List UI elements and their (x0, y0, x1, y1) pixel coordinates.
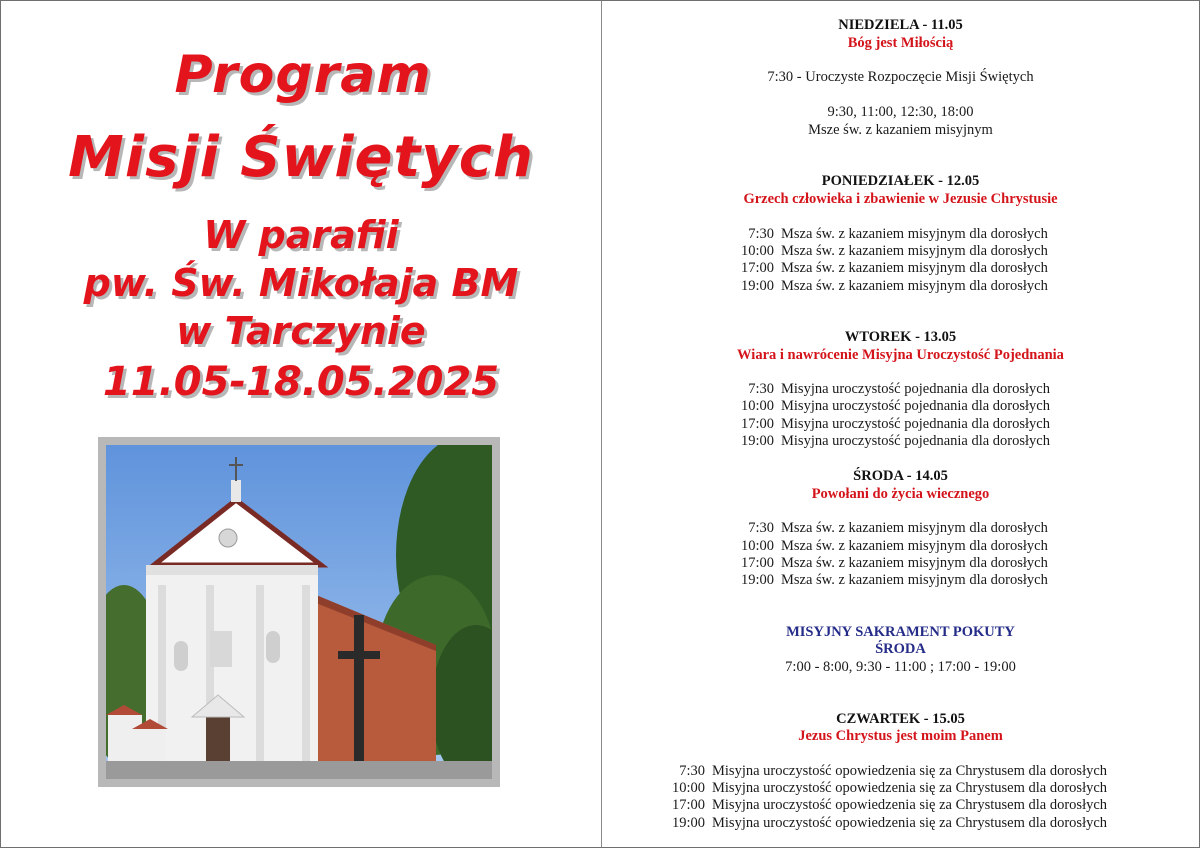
tuesday-item (737, 398, 1050, 415)
sunday-day-heading: NIEDZIELA - 11.05 (838, 17, 963, 33)
thursday-theme: Jezus Chrystus jest moim Panem (798, 728, 1003, 744)
item-text: Misyjna uroczystość opowiedzenia się za Chrystusem dla dorosłych (712, 763, 1108, 779)
item-text: Msza św. z kazaniem misyjnym dla dorosłych (781, 226, 1048, 242)
item-text: Msza św. z kazaniem misyjnym dla dorosłych (781, 520, 1048, 536)
church-photo (106, 445, 492, 779)
item-time: 17:00 (740, 555, 774, 571)
item-text: Msza św. z kazaniem misyjnym dla dorosłych (781, 572, 1048, 588)
cover-panel (1, 1, 601, 847)
thursday-item (668, 815, 1107, 832)
confession-hours: 7:00 - 8:00, 9:30 - 11:00 ; 17:00 - 19:00 (785, 659, 1016, 675)
cover-dates: 11.05-18.05.2025 (102, 359, 500, 405)
item-text: Msza św. z kazaniem misyjnym dla dorosłych (781, 538, 1048, 554)
thursday-item (668, 780, 1107, 797)
wednesday-day-heading: ŚRODA - 14.05 (853, 468, 948, 484)
item-text: Msza św. z kazaniem misyjnym dla dorosłych (781, 555, 1048, 571)
item-time: 19:00 (740, 433, 774, 449)
item-time: 10:00 (740, 538, 774, 554)
item-time: 17:00 (740, 416, 774, 432)
item-time: 19:00 (740, 572, 774, 588)
item-time: 19:00 (740, 278, 774, 294)
item-time: 10:00 (740, 398, 774, 414)
cover-parish-label: W parafii (203, 213, 399, 257)
item-text: Misyjna uroczystość pojednania dla dorosłych (781, 433, 1050, 449)
item-text: Misyjna uroczystość opowiedzenia się za Chrystusem dla dorosłych (712, 780, 1108, 796)
monday-day-heading: PONIEDZIAŁEK - 12.05 (821, 173, 980, 189)
item-time: 7:30 (679, 763, 705, 779)
item-text: Misyjna uroczystość pojednania dla dorosłych (781, 398, 1050, 414)
item-time: 19:00 (671, 815, 705, 831)
item-time: 17:00 (671, 797, 705, 813)
wednesday-theme: Powołani do życia wiecznego (811, 486, 990, 502)
tuesday-day-heading: WTOREK - 13.05 (844, 329, 957, 345)
cover-parish-name: pw. Św. Mikołaja BM (83, 261, 519, 305)
wednesday-item (737, 520, 1048, 537)
sunday-opening: 7:30 - Uroczyste Rozpoczęcie Misji Świętych (767, 69, 1034, 85)
cover-title-mission: Misji Świętych (68, 125, 534, 190)
thursday-day-heading: CZWARTEK - 15.05 (836, 711, 965, 727)
item-time: 10:00 (671, 780, 705, 796)
monday-item (737, 278, 1048, 295)
wednesday-item (737, 555, 1048, 572)
item-text: Misyjna uroczystość pojednania dla dorosłych (781, 416, 1050, 432)
tuesday-item (737, 433, 1050, 450)
tuesday-item (737, 416, 1050, 433)
confession-title: MISYJNY SAKRAMENT POKUTY (786, 624, 1015, 640)
monday-item (737, 260, 1048, 277)
item-time: 7:30 (748, 226, 774, 242)
cover-title-program: Program (174, 45, 432, 105)
item-text: Misyjna uroczystość pojednania dla dorosłych (781, 381, 1050, 397)
monday-item (737, 226, 1048, 243)
sunday-mass-desc: Msze św. z kazaniem misyjnym (808, 122, 993, 138)
wednesday-item (737, 572, 1048, 589)
item-text: Misyjna uroczystość opowiedzenia się za Chrystusem dla dorosłych (712, 797, 1108, 813)
item-text: Msza św. z kazaniem misyjnym dla dorosłych (781, 260, 1048, 276)
confession-day: ŚRODA (875, 641, 926, 657)
monday-item (737, 243, 1048, 260)
item-time: 7:30 (748, 381, 774, 397)
item-text: Msza św. z kazaniem misyjnym dla dorosłych (781, 278, 1048, 294)
tuesday-item (737, 381, 1050, 398)
item-text: Misyjna uroczystość opowiedzenia się za Chrystusem dla dorosłych (712, 815, 1108, 831)
sunday-mass-times: 9:30, 11:00, 12:30, 18:00 (827, 104, 974, 120)
sunday-theme: Bóg jest Miłością (847, 35, 954, 51)
monday-theme: Grzech człowieka i zbawienie w Jezusie Chrystusie (743, 191, 1058, 207)
cover-town: w Tarczynie (176, 309, 426, 353)
thursday-item (668, 763, 1107, 780)
item-time: 7:30 (748, 520, 774, 536)
item-time: 17:00 (740, 260, 774, 276)
wednesday-item (737, 538, 1048, 555)
tuesday-theme: Wiara i nawrócenie Misyjna Uroczystość Pojednania (737, 347, 1064, 363)
schedule-panel (602, 1, 1199, 847)
thursday-item (668, 797, 1107, 814)
item-text: Msza św. z kazaniem misyjnym dla dorosłych (781, 243, 1048, 259)
church-photo-frame (98, 437, 500, 787)
item-time: 10:00 (740, 243, 774, 259)
